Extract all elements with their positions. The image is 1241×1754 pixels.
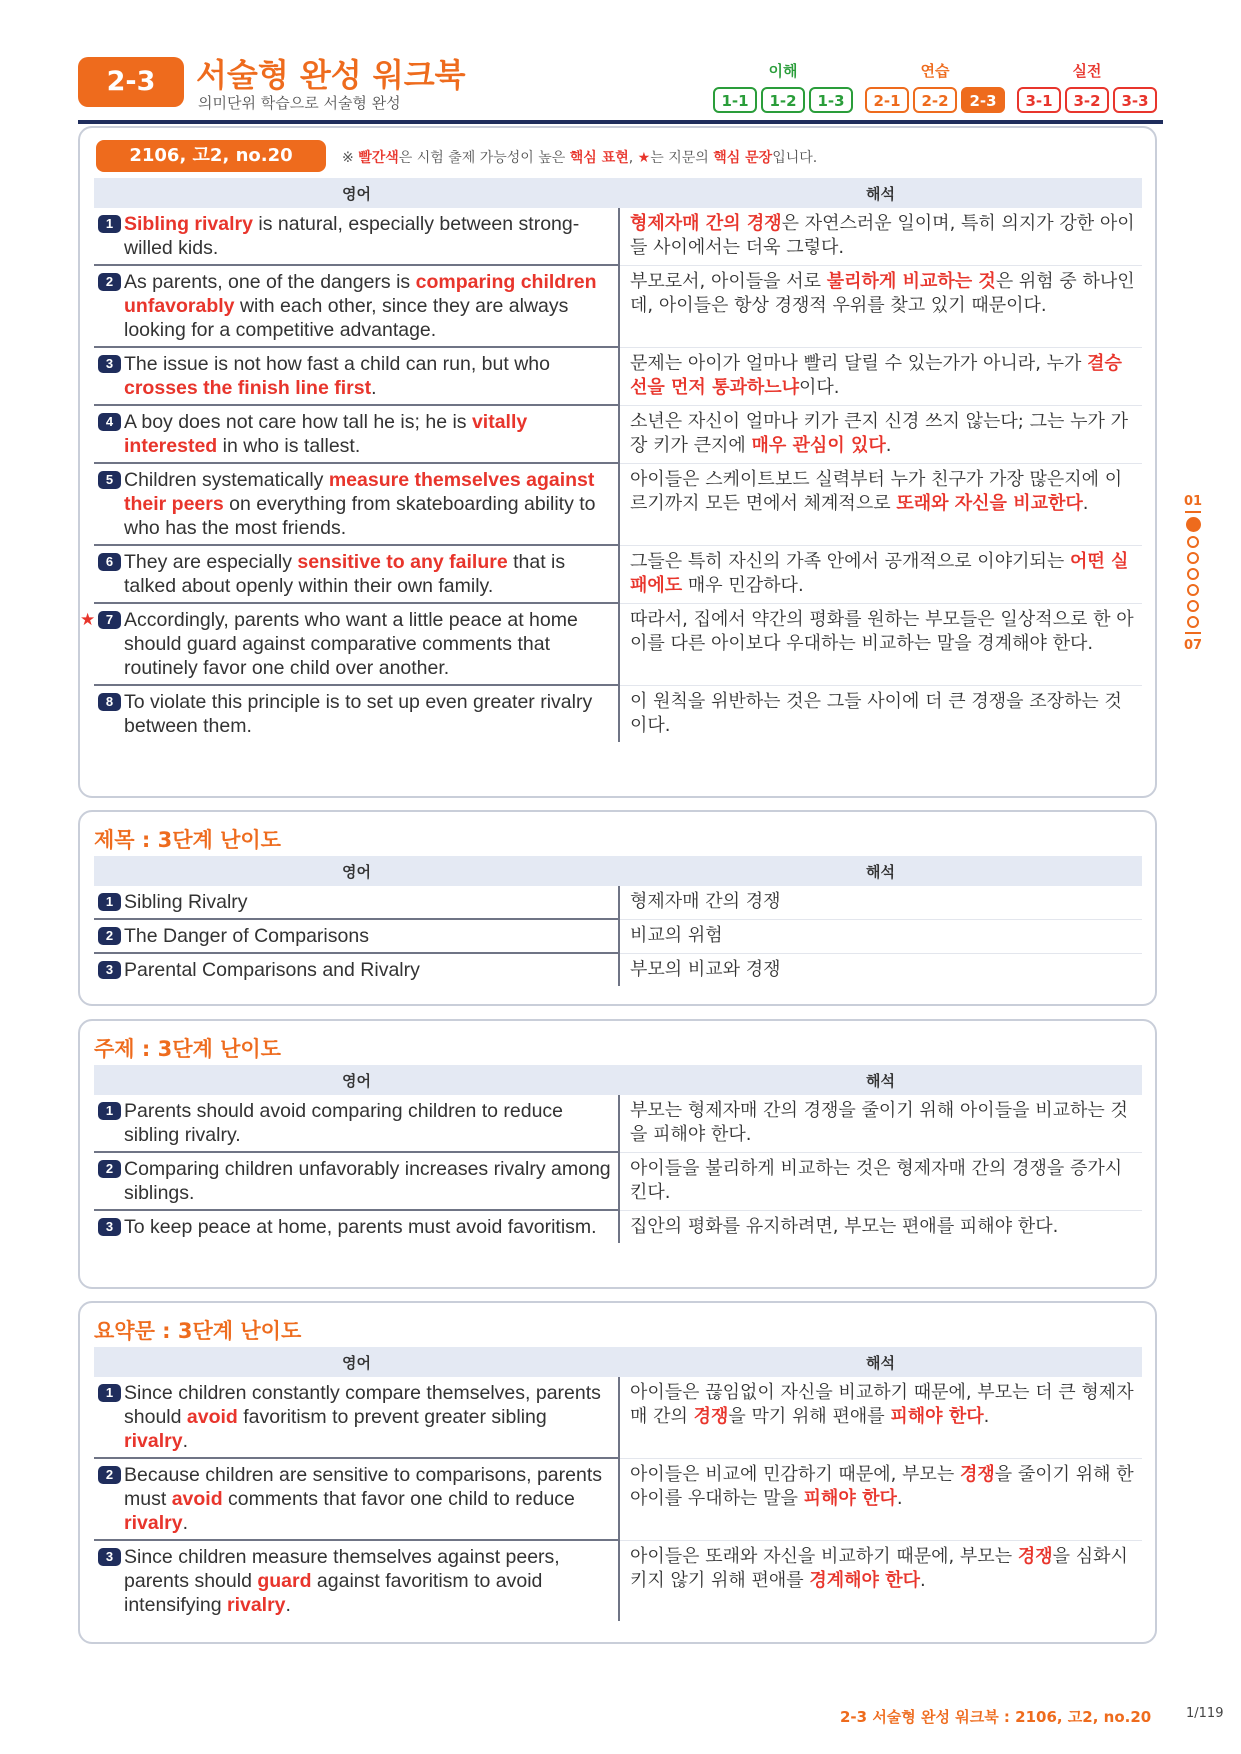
step-tab-1-1[interactable]: 1-1 xyxy=(713,87,757,113)
english-text: vitally interested xyxy=(124,411,528,457)
korean-translation: 피해야 한다 xyxy=(890,1406,984,1427)
korean-translation: 따라서, 집에서 약간의 평화를 원하는 부모들은 일상적으로 한 아이를 다른 아이보다 우대하는 비교하는 말을 경계해야 한다. xyxy=(630,608,1134,654)
col-header-en: 영어 xyxy=(94,1065,619,1095)
table-row xyxy=(94,953,1142,986)
sentence-number: 3 xyxy=(98,1548,121,1566)
key-sentence-star-icon: ★ xyxy=(80,610,96,629)
passage-box xyxy=(78,126,1157,798)
sentence-number: 2 xyxy=(98,927,121,945)
section-heading: 주제 : 3단계 난이도 xyxy=(94,1037,281,1061)
english-text: . xyxy=(182,1430,188,1452)
side-nav-end: 07 xyxy=(1183,638,1203,653)
table-row xyxy=(94,208,1142,265)
note-part: ★ xyxy=(637,150,651,166)
step-group-practice xyxy=(865,60,1005,113)
note-part: 빨간색 xyxy=(358,150,399,166)
note-part: ※ xyxy=(342,150,359,166)
english-text: is natural, especially between strong-willed kids. xyxy=(124,213,580,259)
english-text: As parents, one of the dangers is xyxy=(124,271,416,293)
section-heading: 제목 : 3단계 난이도 xyxy=(94,828,281,852)
sentence-number: 1 xyxy=(98,893,121,911)
english-text: on everything from skateboarding ability to who has the most friends. xyxy=(124,493,596,539)
sentence-number: 1 xyxy=(98,1102,121,1120)
english-text: The issue is not how fast a child can run, but who xyxy=(124,353,550,375)
sentence-number: 1 xyxy=(98,215,121,233)
table-row xyxy=(94,545,1142,603)
legend-note xyxy=(342,147,817,167)
english-text: Parents should avoid comparing children to reduce sibling rivalry. xyxy=(124,1100,564,1146)
english-text: rivalry xyxy=(124,1512,183,1534)
korean-translation: 경쟁 xyxy=(693,1406,729,1427)
note-part: 입니다. xyxy=(772,150,818,166)
korean-translation: 소년은 자신이 얼마나 키가 큰지 신경 쓰지 않는다; 그는 누가 가장 키가 큰지에 xyxy=(630,410,1128,456)
korean-translation: 아이들은 끊임없이 자신을 비교하기 때문에, 부모는 더 큰 형제자매 간의 xyxy=(630,1382,1134,1427)
footer-title: 2-3 서술형 완성 워크북 : 2106, 고2, no.20 xyxy=(840,1708,1152,1726)
sentence-number: 4 xyxy=(98,413,121,431)
english-text: . xyxy=(182,1512,188,1534)
english-text: comments that favor one child to reduce xyxy=(222,1488,575,1510)
progress-dot[interactable] xyxy=(1187,552,1199,564)
korean-translation: 매우 민감하다. xyxy=(682,574,804,596)
sentence-number: 8 xyxy=(98,693,121,711)
step-tab-3-3[interactable]: 3-3 xyxy=(1113,87,1157,113)
korean-translation: 형제자매 간의 경쟁 xyxy=(630,213,782,234)
english-text: They are especially xyxy=(124,551,298,573)
note-part: , xyxy=(628,150,638,166)
english-text: Comparing children unfavorably increases rivalry among siblings. xyxy=(124,1158,611,1204)
table-row xyxy=(94,886,1142,919)
step-tab-2-2[interactable]: 2-2 xyxy=(913,87,957,113)
korean-translation: 경쟁 xyxy=(959,1463,995,1485)
english-text: that is talked about openly within their own family. xyxy=(124,551,566,597)
note-part: 은 시험 출제 가능성이 높은 xyxy=(398,150,570,166)
step-tab-2-3[interactable]: 2-3 xyxy=(961,87,1005,113)
table-row xyxy=(94,347,1142,405)
step-group-label: 연습 xyxy=(920,62,950,80)
korean-translation: 은 자연스러운 일이며, 특히 의지가 강한 아이들 사이에서는 더욱 그렇다. xyxy=(630,213,1135,258)
english-text: Sibling Rivalry xyxy=(124,891,248,913)
note-part: 핵심 표현 xyxy=(569,150,629,166)
english-text: in who is tallest. xyxy=(217,435,361,457)
summary-section xyxy=(78,1301,1157,1644)
korean-translation: 집안의 평화를 유지하려면, 부모는 편애를 피해야 한다. xyxy=(630,1215,1059,1237)
english-text: avoid xyxy=(186,1406,238,1428)
english-text: . xyxy=(285,1594,291,1616)
english-text: Accordingly, parents who want a little peace at home should guard against comparative comments that routinely favor one child over another. xyxy=(124,609,578,679)
english-text: Sibling rivalry xyxy=(124,213,253,235)
korean-translation: . xyxy=(983,1406,990,1427)
note-part: 핵심 문장 xyxy=(713,150,773,166)
progress-dot[interactable] xyxy=(1187,584,1199,596)
header-rule xyxy=(78,120,1163,124)
korean-translation: 부모의 비교와 경쟁 xyxy=(630,958,781,980)
col-header-en: 영어 xyxy=(94,178,619,208)
korean-translation: 은 위험 중 하나인데, 아이들은 항상 경쟁적 우위를 찾고 있기 때문이다. xyxy=(630,270,1135,316)
table-row xyxy=(94,919,1142,953)
korean-translation: . xyxy=(1082,492,1089,514)
korean-translation: 이 원칙을 위반하는 것은 그들 사이에 더 큰 경쟁을 조장하는 것이다. xyxy=(630,690,1122,736)
progress-dot[interactable] xyxy=(1186,517,1201,532)
sentence-number: 2 xyxy=(98,1160,121,1178)
korean-translation: 을 막기 위해 편애를 xyxy=(728,1406,891,1427)
sentence-number: 7 xyxy=(98,611,121,629)
source-badge: 2106, 고2, no.20 xyxy=(96,140,326,172)
note-part: 는 지문의 xyxy=(650,150,714,166)
korean-translation: 형제자매 간의 경쟁 xyxy=(630,891,781,912)
korean-translation: 피해야 한다 xyxy=(803,1487,897,1509)
table-row xyxy=(94,685,1142,742)
progress-dot[interactable] xyxy=(1187,616,1199,628)
side-progress-nav xyxy=(1182,494,1204,653)
table-row xyxy=(94,405,1142,463)
table-row xyxy=(94,1540,1142,1621)
korean-translation: . xyxy=(896,1487,903,1509)
step-group-understand xyxy=(713,60,853,113)
step-group-label: 실전 xyxy=(1072,62,1102,80)
col-header-ko: 해석 xyxy=(619,1347,1142,1377)
korean-translation: 문제는 아이가 얼마나 빨리 달릴 수 있는가가 아니라, 누가 xyxy=(630,352,1088,374)
sentence-number: 6 xyxy=(98,553,121,571)
step-tab-3-1[interactable]: 3-1 xyxy=(1017,87,1061,113)
sentence-number: 5 xyxy=(98,471,121,489)
korean-translation: 아이들은 또래와 자신을 비교하기 때문에, 부모는 xyxy=(630,1545,1018,1567)
korean-translation: 아이들은 스케이트보드 실력부터 누가 친구가 가장 많은지에 이르기까지 모든 면에서 체계적으로 xyxy=(630,468,1123,514)
korean-translation: 부모는 형제자매 간의 경쟁을 줄이기 위해 아이들을 비교하는 것을 피해야 한다. xyxy=(630,1100,1128,1145)
step-tab-2-1[interactable]: 2-1 xyxy=(865,87,909,113)
english-text: To violate this principle is to set up even greater rivalry between them. xyxy=(124,691,593,737)
page-number: 1/119 xyxy=(1186,1706,1224,1721)
english-text: rivalry xyxy=(124,1430,183,1452)
col-header-en: 영어 xyxy=(94,856,619,886)
sentence-number: 1 xyxy=(98,1384,121,1402)
progress-dot[interactable] xyxy=(1187,568,1199,580)
korean-translation: 불리하게 비교하는 것 xyxy=(826,270,996,292)
passage-table xyxy=(80,178,1142,742)
korean-translation: 또래와 자신을 비교한다 xyxy=(896,492,1083,514)
table-row xyxy=(94,603,1142,685)
col-header-ko: 해석 xyxy=(619,178,1142,208)
english-text: against favoritism to avoid intensifying xyxy=(124,1570,543,1616)
english-text: measure themselves against their peers xyxy=(124,469,595,515)
korean-translation: 결승선을 먼저 통과하느냐 xyxy=(630,352,1122,398)
table-row xyxy=(94,1095,1142,1152)
table-row xyxy=(94,463,1142,545)
english-text: comparing children unfavorably xyxy=(124,271,597,317)
side-nav-start: 01 xyxy=(1183,494,1203,509)
sentence-number: 2 xyxy=(98,1466,121,1484)
english-text: sensitive to any failure xyxy=(297,551,508,573)
table-row xyxy=(94,1210,1142,1243)
korean-translation: . xyxy=(885,434,892,456)
english-text: A boy does not care how tall he is; he is xyxy=(124,411,472,433)
lesson-badge: 2-3 xyxy=(78,57,184,107)
table-row xyxy=(94,1377,1142,1458)
title-section xyxy=(78,810,1157,1006)
english-text: To keep peace at home, parents must avoid favoritism. xyxy=(124,1216,597,1238)
progress-dot[interactable] xyxy=(1187,536,1199,548)
col-header-en: 영어 xyxy=(94,1347,619,1377)
english-text: The Danger of Comparisons xyxy=(124,925,369,947)
korean-translation: 아이들을 불리하게 비교하는 것은 형제자매 간의 경쟁을 증가시킨다. xyxy=(630,1157,1123,1203)
korean-translation: 경쟁 xyxy=(1017,1545,1053,1567)
english-text: favoritism to prevent greater sibling xyxy=(237,1406,547,1428)
korean-translation: 부모로서, 아이들을 서로 xyxy=(630,270,827,292)
title-table xyxy=(94,856,1142,986)
section-heading: 요약문 : 3단계 난이도 xyxy=(94,1319,302,1343)
col-header-ko: 해석 xyxy=(619,856,1142,886)
korean-translation: 을 심화시키지 않기 위해 편애를 xyxy=(630,1545,1128,1591)
col-header-ko: 해석 xyxy=(619,1065,1142,1095)
korean-translation: 아이들은 비교에 민감하기 때문에, 부모는 xyxy=(630,1463,960,1485)
english-text: Parental Comparisons and Rivalry xyxy=(124,959,420,981)
sentence-number: 3 xyxy=(98,1218,121,1236)
english-text: Because children are sensitive to comparisons, parents must xyxy=(124,1464,602,1510)
korean-translation: 어떤 실패에도 xyxy=(630,550,1129,596)
sentence-number: 3 xyxy=(98,961,121,979)
english-text: with each other, since they are always looking for a competitive advantage. xyxy=(124,295,569,341)
step-tab-1-3[interactable]: 1-3 xyxy=(809,87,853,113)
step-tab-1-2[interactable]: 1-2 xyxy=(761,87,805,113)
sentence-number: 2 xyxy=(98,273,121,291)
korean-translation: 을 줄이기 위해 한 아이를 우대하는 말을 xyxy=(630,1463,1134,1509)
english-text: avoid xyxy=(171,1488,223,1510)
english-text: rivalry xyxy=(226,1594,286,1616)
english-text: guard xyxy=(257,1570,312,1592)
page-subtitle: 의미단위 학습으로 서술형 완성 xyxy=(198,94,401,112)
korean-translation: 경계해야 한다 xyxy=(809,1569,920,1591)
english-text: . xyxy=(371,377,377,399)
korean-translation: 그들은 특히 자신의 가족 안에서 공개적으로 이야기되는 xyxy=(630,550,1070,572)
table-row xyxy=(94,265,1142,347)
english-text: Since children measure themselves against peers, parents should xyxy=(124,1546,560,1592)
korean-translation: . xyxy=(920,1569,926,1591)
english-text: crosses the finish line first xyxy=(124,377,372,399)
step-group-label: 이해 xyxy=(768,62,798,80)
topic-section xyxy=(78,1019,1157,1289)
table-row xyxy=(94,1152,1142,1210)
page-title: 서술형 완성 워크북 xyxy=(196,56,466,94)
step-tab-3-2[interactable]: 3-2 xyxy=(1065,87,1109,113)
step-group-real xyxy=(1017,60,1157,113)
table-row xyxy=(94,1458,1142,1540)
sentence-number: 3 xyxy=(98,355,121,373)
english-text: Children systematically xyxy=(124,469,329,491)
korean-translation: 비교의 위험 xyxy=(630,924,723,946)
korean-translation: 이다. xyxy=(799,376,840,398)
korean-translation: 매우 관심이 있다 xyxy=(751,434,886,456)
topic-table xyxy=(94,1065,1142,1243)
english-text: Since children constantly compare themselves, parents should xyxy=(124,1382,601,1428)
progress-dot[interactable] xyxy=(1187,600,1199,612)
summary-table xyxy=(94,1347,1142,1621)
